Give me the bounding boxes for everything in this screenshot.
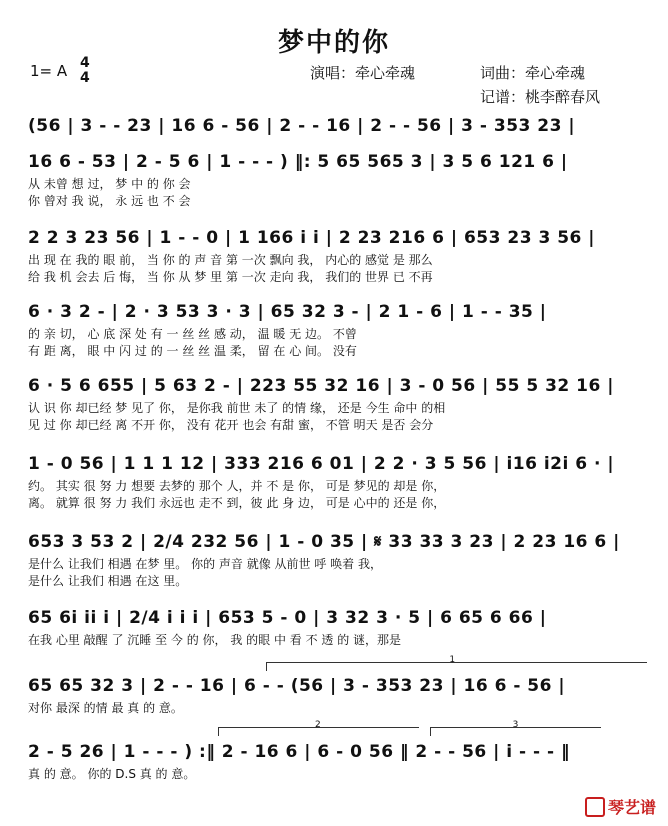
notation-line: 65 6i ii i | 2/4 i i i | 653 5 - 0 | 3 32 3 · 5 | 6 65 6 66 |: [28, 608, 547, 628]
lyrics-verse-1: 是什么 让我们 相遇 在梦 里。 你的 声音 就像 从前世 呼 唤着 我，: [28, 557, 382, 571]
volta-bracket-2: [218, 720, 419, 736]
score-row: [28, 298, 648, 360]
score-row: [28, 372, 648, 434]
notation-line: (56 | 3 - - 23 | 16 6 - 56 | 2 - - 16 | 2 - - 56 | 3 - 353 23 |: [28, 116, 576, 136]
lyrics-verse-1: 对你 最深 的情 最 真 的 意。: [28, 701, 183, 715]
notation-line: 16 6 - 53 | 2 - 5 6 | 1 - - - ) ‖: 5 65 565 3 | 3 5 6 121 6 |: [28, 152, 568, 172]
lyrics-verse-1: 出 现 在 我的 眼 前， 当 你 的 声 音 第 一次 飘向 我， 内心的 感觉 是 那么: [28, 253, 433, 267]
lyrics-verse-1: 的 亲 切， 心 底 深 处 有 一 丝 丝 感 动， 温 暖 无 边。 不曾: [28, 327, 357, 341]
lyrics-verse-2: 有 距 离， 眼 中 闪 过 的 一 丝 丝 温 柔， 留 在 心 间。 没有: [28, 344, 357, 358]
time-signature: [80, 56, 90, 86]
singer-credit: 演唱：牵心牵魂: [310, 64, 416, 82]
notation-line: 65 65 32 3 | 2 - - 16 | 6 - - (56 | 3 - 353 23 | 16 6 - 56 |: [28, 676, 566, 696]
lyrics-verse-2: 是什么 让我们 相遇 在这 里。: [28, 574, 188, 588]
notation-line: 2 2 3 23 56 | 1 - - 0 | 1 166 i i | 2 23 216 6 | 653 23 3 56 |: [28, 228, 595, 248]
volta-bracket-3: [430, 720, 601, 736]
composer-credit: 词曲：牵心牵魂: [480, 64, 586, 82]
lyrics-verse-1: 认 识 你 却已经 梦 见了 你， 是你我 前世 未了 的情 缘， 还是 今生 命中 的相: [28, 401, 446, 415]
logo-icon: [585, 797, 605, 817]
lyrics-verse-2: 离。 就算 很 努 力 我们 永远也 走不 到，彼 此 身 边， 可是 心中的 还是 你，: [28, 496, 446, 510]
watermark-logo: [585, 795, 656, 818]
score-row: [28, 672, 648, 734]
notation-line: 653 3 53 2 | 2/4 232 56 | 1 - 0 35 | 𝄋 33 33 3 23 | 2 23 16 6 |: [28, 532, 620, 552]
watermark-text: 琴艺谱: [607, 798, 656, 817]
key-signature: 1= A: [30, 62, 68, 80]
volta-number: 1: [449, 655, 456, 665]
notation-line: 1 - 0 56 | 1 1 1 12 | 333 216 6 01 | 2 2 · 3 5 56 | i16 i2i 6 · |: [28, 454, 615, 474]
score-row: [28, 738, 648, 800]
volta-bracket-1: [266, 655, 647, 671]
time-signature-bottom: 4: [80, 70, 90, 86]
score-row: [28, 148, 648, 210]
score-row: [28, 528, 648, 590]
volta-number: 3: [512, 720, 519, 730]
volta-number: 2: [315, 720, 321, 730]
lyrics-verse-2: 给 我 机 会去 后 悔， 当 你 从 梦 里 第 一次 走向 我， 我们的 世界 已 不再: [28, 270, 433, 284]
score-row: [28, 450, 648, 512]
lyrics-verse-2: 见 过 你 却已经 离 不开 你， 没有 花开 也会 有甜 蜜， 不管 明天 是否 会分: [28, 418, 434, 432]
song-title: 梦中的你: [277, 28, 390, 58]
notation-line: 6 · 3 2 - | 2 · 3 53 3 · 3 | 65 32 3 - | 2 1 - 6 | 1 - - 35 |: [28, 302, 547, 322]
lyrics-verse-1: 从 未曾 想 过， 梦 中 的 你 会: [28, 177, 191, 191]
lyrics-verse-1: 在我 心里 敲醒 了 沉睡 至 今 的 你， 我 的眼 中 看 不 透 的 谜，那是: [28, 633, 402, 647]
time-signature-top: 4: [80, 55, 90, 71]
lyrics-verse-2: 你 曾对 我 说， 永 远 也 不 会: [28, 194, 191, 208]
transcriber-credit: 记谱：桃李醉春风: [480, 88, 601, 106]
notation-line: 6 · 5 6 655 | 5 63 2 - | 223 55 32 16 | 3 - 0 56 | 55 5 32 16 |: [28, 376, 614, 396]
score-row: [28, 604, 648, 666]
notation-line: 2 - 5 26 | 1 - - - ) :‖ 2 - 16 6 | 6 - 0 56 ‖ 2 - - 56 | i - - - ‖: [28, 742, 570, 762]
lyrics-verse-1: 真 的 意。 你的 D.S 真 的 意。: [28, 767, 196, 781]
score-row: [28, 224, 648, 286]
lyrics-verse-2: [28, 783, 648, 800]
lyrics-verse-1: 约。 其实 很 努 力 想要 去梦的 那个 人，并 不 是 你， 可是 梦见的 却是 你，: [28, 479, 446, 493]
